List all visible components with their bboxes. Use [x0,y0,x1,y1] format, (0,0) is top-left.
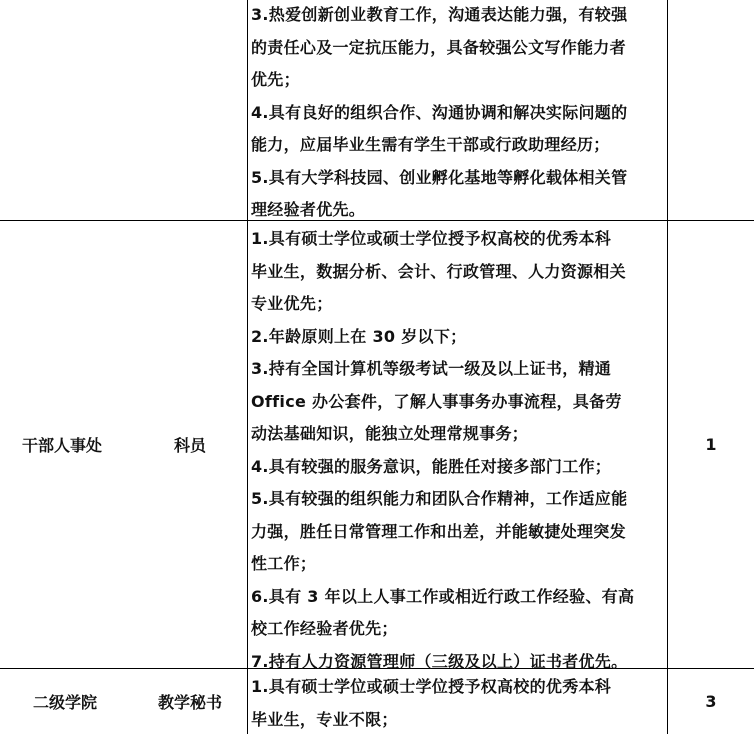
count-cell: 3 [668,669,754,734]
requirement-line: 1.具有硕士学位或硕士学位授予权高校的优秀本科 [251,671,667,704]
requirements-cell [251,671,667,736]
department-cell: 干部人事处 [0,221,247,668]
requirement-line: Office 办公套件，了解人事事务办事流程，具备劳 [251,386,667,419]
requirement-line: 7.持有人力资源管理师（三级及以上）证书者优先。 [251,646,667,679]
requirement-line: 力强，胜任日常管理工作和出差，并能敏捷处理突发 [251,516,667,549]
requirement-line: 优先； [251,64,667,97]
department-cell: 二级学院 [0,669,130,734]
requirement-line: 的责任心及一定抗压能力，具备较强公文写作能力者 [251,32,667,65]
requirement-line: 3.持有全国计算机等级考试一级及以上证书，精通 [251,353,667,386]
requirement-line: 5.具有较强的组织能力和团队合作精神，工作适应能 [251,483,667,516]
requirement-line: 2.年龄原则上在 30 岁以下； [251,321,667,354]
requirements-cell [251,223,667,678]
requirement-line: 6.具有 3 年以上人事工作或相近行政工作经验、有高 [251,581,667,614]
requirement-line: 3.热爱创新创业教育工作，沟通表达能力强，有较强 [251,0,667,32]
requirement-line: 毕业生，数据分析、会计、行政管理、人力资源相关 [251,256,667,289]
requirement-line: 理经验者优先。 [251,194,667,227]
position-cell: 科员 [130,221,250,668]
requirements-cell [251,0,667,227]
requirement-line: 动法基础知识，能独立处理常规事务； [251,418,667,451]
requirement-line: 5.具有大学科技园、创业孵化基地等孵化载体相关管 [251,162,667,195]
count-cell: 1 [668,221,754,668]
requirement-line: 性工作； [251,548,667,581]
requirement-line: 4.具有良好的组织合作、沟通协调和解决实际问题的 [251,97,667,130]
requirement-line: 专业优先； [251,288,667,321]
position-cell: 教学秘书 [130,669,250,734]
requirement-line: 校工作经验者优先； [251,613,667,646]
requirement-line: 能力，应届毕业生需有学生干部或行政助理经历； [251,129,667,162]
requirement-line: 毕业生，专业不限； [251,704,667,736]
requirement-line: 4.具有较强的服务意识，能胜任对接多部门工作； [251,451,667,484]
requirement-line: 1.具有硕士学位或硕士学位授予权高校的优秀本科 [251,223,667,256]
